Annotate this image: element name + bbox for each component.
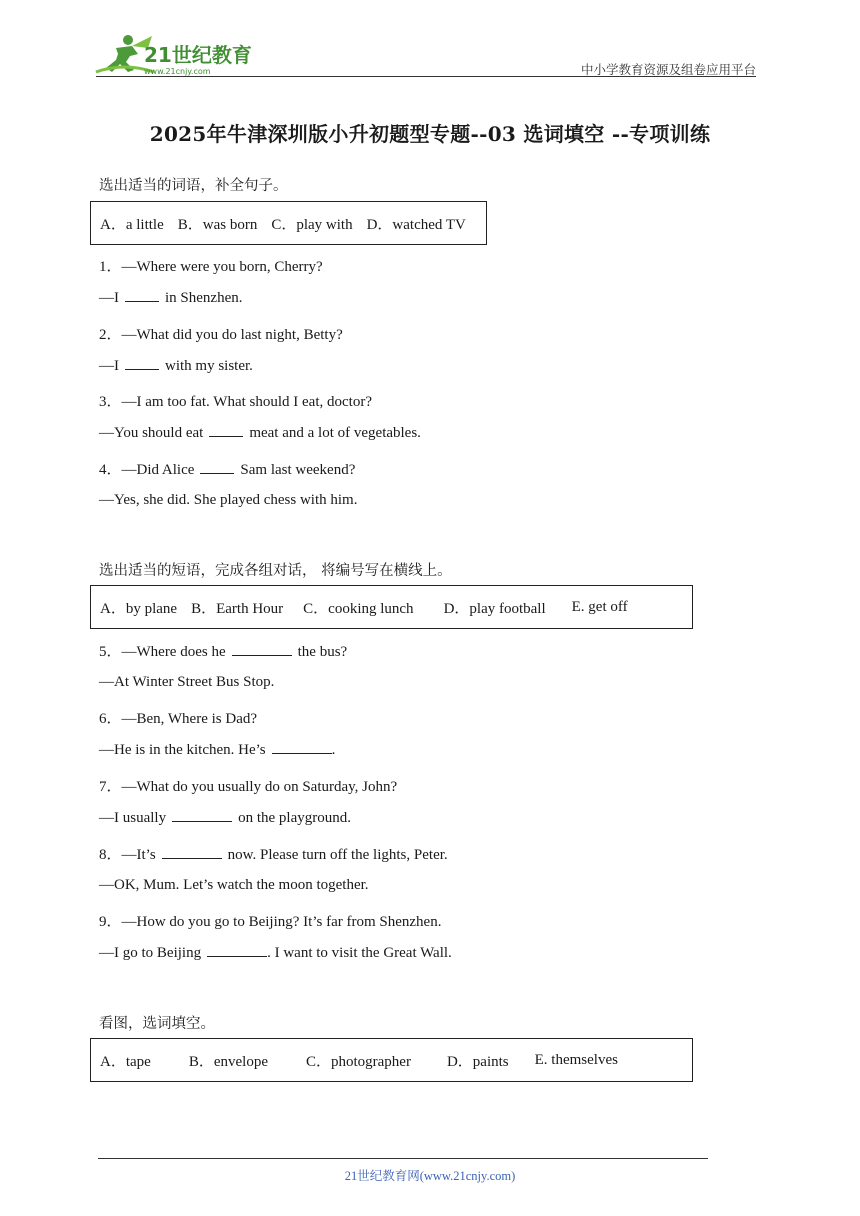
logo-url: www.21cnjy.com: [144, 67, 211, 76]
option-e: E. get off: [571, 598, 628, 615]
q2-answer: —I with my sister.: [99, 358, 253, 374]
q5-answer: —At Winter Street Bus Stop.: [99, 674, 275, 690]
platform-label: 中小学教育资源及组卷应用平台: [580, 62, 756, 77]
section1-options-box: [90, 201, 487, 245]
header-divider: [96, 76, 756, 77]
option-d: D．paints: [446, 1053, 509, 1070]
logo-text: 21世纪教育: [144, 43, 252, 67]
option-c: C．photographer: [305, 1053, 411, 1070]
q4-answer: —Yes, she did. She played chess with him.: [99, 492, 358, 508]
q4-question: 4．—Did Alice Sam last weekend?: [99, 462, 356, 478]
q9-answer: —I go to Beijing . I want to visit the Great Wall.: [99, 945, 452, 961]
option-e: E. themselves: [534, 1051, 618, 1068]
option-d: D．play football: [443, 600, 546, 617]
answer-blank[interactable]: [162, 846, 222, 859]
page-title: 2025年牛津深圳版小升初题型专题--03 选词填空 --专项训练: [149, 122, 711, 146]
section2-instruction: 选出适当的短语，完成各组对话， 将编号写在横线上。: [99, 563, 452, 579]
q8-answer: —OK, Mum. Let’s watch the moon together.: [99, 877, 369, 893]
q5-question: 5．—Where does he the bus?: [99, 644, 348, 660]
answer-blank[interactable]: [209, 424, 243, 437]
answer-blank[interactable]: [200, 461, 234, 474]
section3-instruction: 看图，选词填空。: [99, 1016, 215, 1032]
q1-question: 1．—Where were you born, Cherry?: [99, 259, 323, 275]
option-a: A．tape: [100, 1053, 151, 1070]
option-c: C．cooking lunch: [303, 600, 414, 617]
option-b: B．envelope: [188, 1053, 268, 1070]
footer-divider: [98, 1158, 708, 1159]
answer-blank[interactable]: [172, 809, 232, 822]
answer-blank[interactable]: [125, 357, 159, 370]
answer-blank[interactable]: [207, 944, 267, 957]
option-b: B．was born: [177, 216, 258, 233]
q3-question: 3．—I am too fat. What should I eat, doctor?: [99, 394, 372, 410]
option-d: D．watched TV: [366, 216, 466, 233]
q2-question: 2．—What did you do last night, Betty?: [99, 327, 343, 343]
answer-blank[interactable]: [272, 741, 332, 754]
option-c: C．play with: [271, 216, 353, 233]
q7-question: 7．—What do you usually do on Saturday, John?: [99, 779, 398, 795]
q8-question: 8．—It’s now. Please turn off the lights, Peter.: [99, 847, 448, 863]
q3-answer: —You should eat meat and a lot of vegetables.: [99, 425, 421, 441]
answer-blank[interactable]: [125, 289, 159, 302]
section1-instruction: 选出适当的词语，补全句子。: [99, 178, 288, 194]
section2-options-box: [90, 585, 693, 629]
runner-logo-icon: [94, 32, 274, 78]
q1-answer: —I in Shenzhen.: [99, 290, 243, 306]
site-logo[interactable]: [94, 32, 274, 78]
option-a: A．by plane: [100, 600, 178, 617]
section3-options-box: [90, 1038, 693, 1082]
footer-link[interactable]: 21世纪教育网(www.21cnjy.com): [344, 1169, 516, 1183]
option-a: A．a little: [100, 216, 164, 233]
q6-answer: —He is in the kitchen. He’s .: [99, 742, 336, 758]
option-b: B．Earth Hour: [191, 600, 284, 617]
q7-answer: —I usually on the playground.: [99, 810, 351, 826]
q6-question: 6．—Ben, Where is Dad?: [99, 711, 258, 727]
q9-question: 9．—How do you go to Beijing? It’s far from Shenzhen.: [99, 914, 442, 930]
answer-blank[interactable]: [232, 643, 292, 656]
page-header: [0, 0, 860, 80]
